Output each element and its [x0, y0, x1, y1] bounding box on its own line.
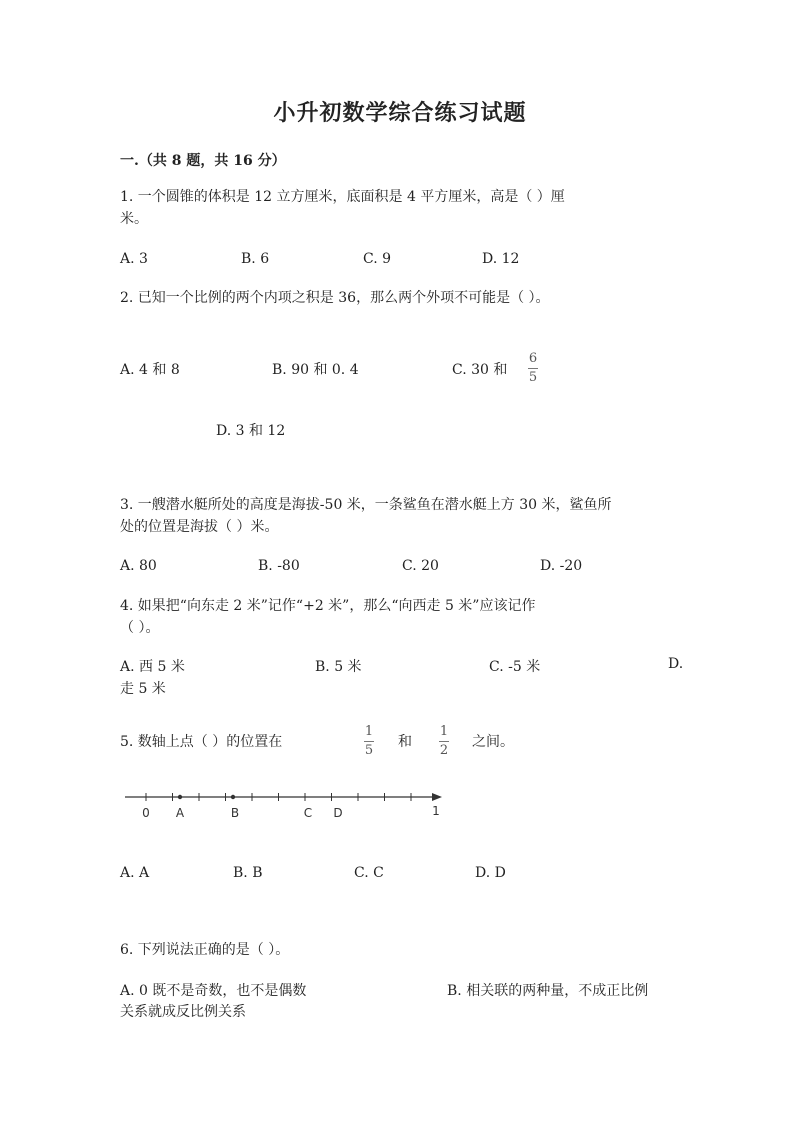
question-3-text: 3. 一艘潜水艇所处的高度是海拔-50 米，一条鲨鱼在潜水艇上方 30 米，鲨鱼所 — [120, 497, 612, 513]
page-title: 小升初数学综合练习试题 — [273, 100, 527, 126]
number-line-point — [178, 795, 182, 799]
question-5-text: 5. 数轴上点（ ）的位置在 — [120, 734, 283, 750]
question-5-option-d: D. D — [475, 865, 506, 881]
question-2-option-a: A. 4 和 8 — [120, 362, 180, 378]
question-3-option-b: B. -80 — [258, 558, 300, 574]
number-line — [120, 785, 450, 825]
question-6-option-a: A. 0 既不是奇数，也不是偶数 — [120, 983, 307, 999]
question-2-option-b: B. 90 和 0. 4 — [272, 362, 359, 378]
number-line-label-b: B — [230, 806, 240, 820]
question-4-option-d: D. — [668, 656, 684, 672]
question-5-option-a: A. A — [120, 865, 150, 881]
question-6-text: 6. 下列说法正确的是（ ）。 — [120, 942, 290, 958]
fraction-denominator: 5 — [528, 370, 538, 385]
question-1-option-a: A. 3 — [120, 251, 148, 267]
number-line-label-a: A — [175, 806, 185, 820]
question-3-text-cont: 处的位置是海拔（ ）米。 — [120, 519, 279, 535]
question-4-option-c: C. -5 米 — [489, 659, 541, 675]
number-line-arrow — [432, 793, 442, 801]
question-4-option-a: A. 西 5 米 — [120, 659, 185, 675]
question-3-option-d: D. -20 — [540, 558, 583, 574]
question-1-text-cont: 米。 — [120, 211, 148, 227]
question-2-option-c: C. 30 和 — [452, 362, 508, 378]
fraction-six-fifths — [528, 352, 538, 385]
question-4-option-b: B. 5 米 — [315, 659, 362, 675]
question-5-option-b: B. B — [233, 865, 263, 881]
fraction-one-fifth — [364, 725, 374, 758]
fraction-one-half — [439, 725, 449, 758]
question-2-option-d: D. 3 和 12 — [216, 423, 286, 439]
question-6-option-b-cont: 关系就成反比例关系 — [120, 1004, 246, 1020]
fraction-numerator: 1 — [439, 724, 449, 739]
number-line-label-0: 0 — [142, 806, 150, 820]
question-6-option-b: B. 相关联的两种量，不成正比例 — [447, 983, 649, 999]
question-4-option-d-cont: 走 5 米 — [120, 681, 166, 697]
question-2-text: 2. 已知一个比例的两个内项之积是 36，那么两个外项不可能是（ ）。 — [120, 290, 550, 306]
fraction-numerator: 6 — [528, 351, 538, 366]
number-line-label-c: C — [303, 806, 313, 820]
number-line-point — [231, 795, 235, 799]
question-5-text-and: 和 — [398, 734, 412, 750]
fraction-bar — [364, 741, 374, 742]
fraction-numerator: 1 — [364, 724, 374, 739]
fraction-bar — [528, 368, 538, 369]
question-3-option-a: A. 80 — [120, 558, 157, 574]
question-1-option-b: B. 6 — [241, 251, 270, 267]
question-1-option-c: C. 9 — [363, 251, 392, 267]
fraction-bar — [439, 741, 449, 742]
fraction-denominator: 2 — [439, 743, 449, 758]
section-heading: 一.（共 8 题，共 16 分） — [120, 153, 286, 169]
question-5-option-c: C. C — [354, 865, 384, 881]
question-1-option-d: D. 12 — [482, 251, 520, 267]
number-line-label-1: 1 — [432, 804, 440, 818]
question-3-option-c: C. 20 — [402, 558, 439, 574]
question-1-text: 1. 一个圆锥的体积是 12 立方厘米，底面积是 4 平方厘米，高是（ ）厘 — [120, 189, 565, 205]
number-line-label-d: D — [333, 806, 343, 820]
question-5-text-end: 之间。 — [472, 734, 514, 750]
question-4-text-cont: （ ）。 — [120, 620, 160, 636]
fraction-denominator: 5 — [364, 743, 374, 758]
question-4-text: 4. 如果把“向东走 2 米”记作“+2 米”，那么“向西走 5 米”应该记作 — [120, 598, 536, 614]
